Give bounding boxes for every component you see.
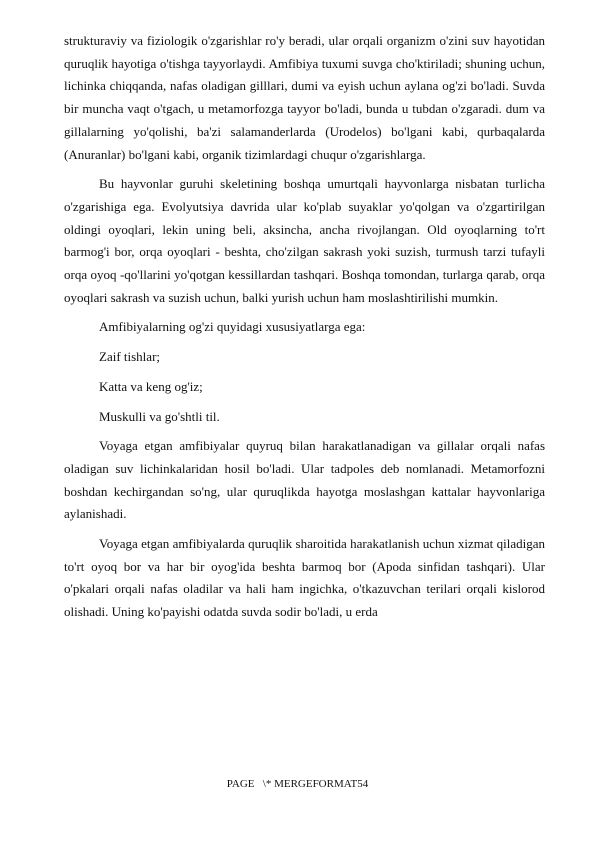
paragraph-5: Voyaga etgan amfibiyalarda quruqlik sharoitida harakatlanish uchun xizmat qiladigan to'rt oyoq bor va har bir oyog'ida beshta barmoq bor (Apoda sinfidan tashqari). Ular o'pkalari orqali nafas oladilar va hali ham ingichka, o'tkazuvchan terilari orqali kislorod olishadi. Uning ko'payishi odatda suvda sodir bo'ladi, u erda bbox=[64, 536, 545, 620]
paragraph-2: Bu hayvonlar guruhi skeletining boshqa umurtqali hayvonlarga nisbatan turlicha o'zgarishiga ega. Evolyutsiya davrida ular ko'plab suyaklar yo'qolgan va o'zgartirilgan oldingi oyoqlari, lekin uning beli, aksincha, ancha rivojlangan. Old oyoqlarning to'rt barmog'i bor, orqa oyoqlari - beshta, cho'zilgan sakrash yoki suzish, turmush tarzi tufayli orqa oyoq -qo'llarini yo'qotgan kessillardan tashqari. Boshqa tomondan, turlarga qarab, orqa oyoqlari sakrash va suzish uchun, balki yurish uchun ham moslashtirilishi mumkin. bbox=[64, 176, 545, 305]
paragraph-3: Amfibiyalarning og'zi quyidagi xususiyatlarga ega: bbox=[99, 319, 366, 335]
paragraph-4: Voyaga etgan amfibiyalar quyruq bilan harakatlanadigan va gillalar orqali nafas oladigan suv lichinkalaridan hosil bo'ladi. Ular tadpoles deb nomlanadi. Metamorfozni boshdan kechirgandan so'ng, ular quruqlikda hayotga moslashgan kattalar hayvonlariga aylanishadi. bbox=[64, 438, 545, 522]
paragraph-1: strukturaviy va fiziologik o'zgarishlar ro'y beradi, ular orqali organizm o'zini suv hayotidan quruqlik hayotiga o'tishga tayyorlaydi. Amfibiya tuxumi suvga cho'ktiriladi; shuning uchun, lichinka chiqqanda, nafas oladigan gilllari, dumi va eyish uchun aylana og'zi bo'ladi. Suvda bir muncha vaqt o'tgach, u metamorfozga tayyor bo'ladi, bunda u tubdan o'zgaradi. dum va gillalarning yo'qolishi, ba'zi salamanderlarda (Urodelos) bo'lgani kabi, qurbaqalarda (Anuranlar) bo'lgani kabi, organik tizimlardagi chuqur o'zgarishlarga. bbox=[64, 33, 545, 162]
page-footer: PAGE \* MERGEFORMAT54 bbox=[226, 778, 369, 790]
list-item-mouth: Katta va keng og'iz; bbox=[99, 378, 203, 394]
list-item-teeth: Zaif tishlar; bbox=[99, 349, 161, 365]
document-body bbox=[64, 30, 545, 631]
list-item-tongue: Muskulli va go'shtli til. bbox=[99, 408, 220, 424]
